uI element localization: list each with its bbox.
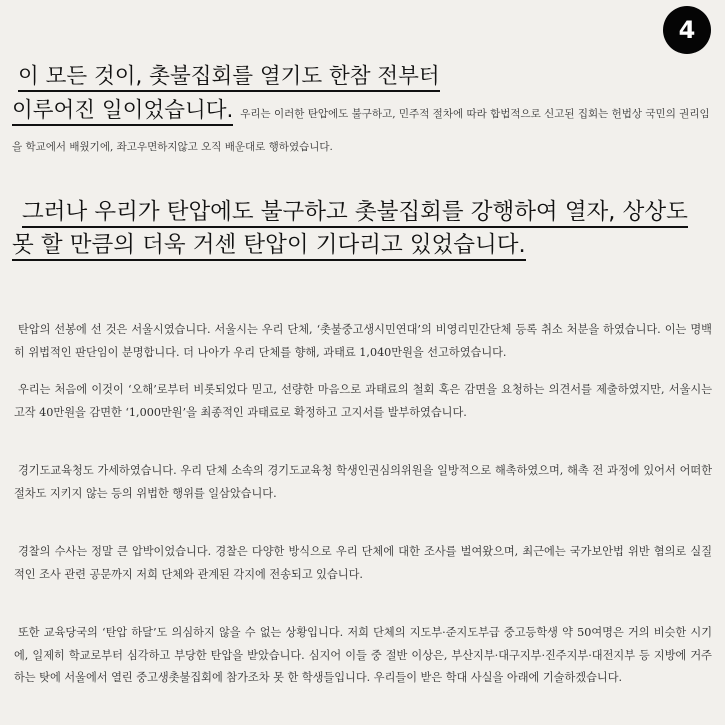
paragraph-seoul: 탄압의 선봉에 선 것은 서울시였습니다. 서울시는 우리 단체, ‘촛불중고생시민연대’의 비영리민간단체 등록 취소 처분을 하였습니다. 이는 명백히 위법적인 판단임이 분명합니다. 더 나아가 우리 단체를 향해, 과태료 1,040만원을 선고하였습니다. (14, 323, 712, 359)
paragraph-police: 경찰의 수사는 정말 큰 압박이었습니다. 경찰은 다양한 방식으로 우리 단체에 대한 조사를 벌여왔으며, 최근에는 국가보안법 위반 혐의로 실질적인 조사 관련 공문까지 저희 단체와 관계된 각지에 전송되고 있습니다. (14, 545, 712, 581)
headline-2-line-1: 그러나 우리가 탄압에도 불구하고 촛불집회를 강행하여 열자, 상상도 (22, 199, 688, 228)
headline-2 (12, 196, 712, 262)
headline-1-line-1: 이 모든 것이, 촛불집회를 열기도 한참 전부터 (18, 64, 440, 92)
paragraph-education: 또한 교육당국의 ‘탄압 하달’도 의심하지 않을 수 없는 상황입니다. 저희 단체의 지도부·준지도부급 중고등학생 약 50여명은 거의 비슷한 시기에, 일제히 학교로부터 심각하고 부당한 탄압을 받았습니다. 심지어 이들 중 절반 이상은, 부산지부·대구지부·진주지부·대전지부 등 지방에 거주하는 탓에 서울에서 열린 중고생촛불집회에 참가조차 못 한 학생들입니다. 우리들이 받은 학대 사실을 아래에 기술하겠습니다. (14, 626, 712, 684)
page-number-badge: 4 (663, 6, 711, 54)
headline-2-line-2: 못 할 만큼의 더욱 거센 탄압이 기다리고 있었습니다. (12, 232, 526, 261)
paragraph-fine: 우리는 처음에 이것이 ‘오해’로부터 비롯되었다 믿고, 선량한 마음으로 과태료의 철회 혹은 감면을 요청하는 의견서를 제출하였지만, 서울시는 고작 40만원을 감면한 ‘1,000만원’을 최종적인 과태료로 확정하고 고지서를 발부하였습니다. (14, 383, 712, 419)
paragraph-gyeonggi: 경기도교육청도 가세하였습니다. 우리 단체 소속의 경기도교육청 학생인권심의위원을 일방적으로 해촉하였으며, 해촉 전 과정에 있어서 어떠한 절차도 지키지 않는 등의 위법한 행위를 일삼았습니다. (14, 464, 712, 500)
headline-1-line-2: 이루어진 일이었습니다. (12, 98, 233, 126)
headline-1-detail: 우리는 이러한 탄압에도 불구하고, 민주적 절차에 따라 합법적으로 신고된 집회는 헌법상 국민의 권리임을 학교에서 배웠기에, 좌고우면하지않고 오직 배운대로 행하였습니다. (12, 108, 710, 153)
headline-1 (12, 62, 712, 162)
